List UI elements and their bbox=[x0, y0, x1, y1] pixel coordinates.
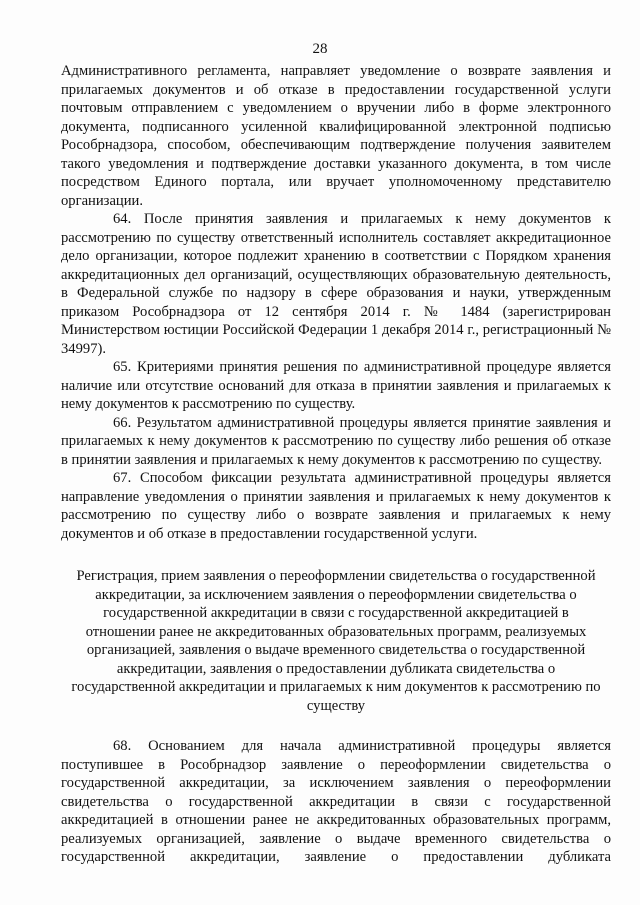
paragraph-continued: Административного регламента, направляет уведомление о возврате заявления и прилагаемых документов и об отказе в предоставлении государственной услуги почтовым отправлением с уведомлением о вручении либо в форме электронного документа, подписанного усиленной квалифицированной электронной подписью Рособрнадзора, способом, обеспечивающим подтверждение получения заявителем такого уведомления и подтверждение доставки указанного документа, в том числе посредством Единого портала, или вручает уполномоченному представителю организации. bbox=[61, 63, 611, 209]
paragraph-68: 68. Основанием для начала административной процедуры является поступившее в Рособрнадзор заявление о переоформлении свидетельства о государственной аккредитации, за исключением заявления о переоформлении свидетельства о государственной аккредитации в связи с государственной аккредитацией в отношении ранее не аккредитованных образовательных программ, реализуемых организацией, заявление о выдаче временного свидетельства о государственной аккредитации, заявление о предоставлении дубликата bbox=[61, 738, 611, 865]
document-body bbox=[61, 62, 611, 867]
paragraph-66: 66. Результатом административной процедуры является принятие заявления и прилагаемых к нему документов к рассмотрению по существу либо решения об отказе в принятии заявления и прилагаемых к нему документов к рассмотрению по существу. bbox=[61, 414, 611, 468]
section-heading: Регистрация, прием заявления о переоформлении свидетельства о государственной аккредитации, за исключением заявления о переоформлении свидетельства о государственной аккредитации в связи с государственной аккредитацией в отношении ранее не аккредитованных образовательных программ, реализуемых организацией, заявления о выдаче временного свидетельства о государственной аккредитации, заявления о предоставлении дубликата свидетельства о государственной аккредитации и прилагаемых к ним документов к рассмотрению по существу bbox=[71, 568, 601, 714]
paragraph-67: 67. Способом фиксации результата административной процедуры является направление уведомления о принятии заявления и прилагаемых к нему документов к рассмотрению по существу либо о возврате заявления и прилагаемых к нему документов и об отказе в предоставлении государственной услуги. bbox=[61, 470, 611, 542]
page-number: 28 bbox=[312, 41, 328, 57]
paragraph-65: 65. Критериями принятия решения по административной процедуре является наличие или отсутствие оснований для отказа в принятии заявления и прилагаемых к нему документов к рассмотрению по существу. bbox=[61, 359, 611, 412]
paragraph-64: 64. После принятия заявления и прилагаемых к нему документов к рассмотрению по существу ответственный исполнитель составляет аккредитационное дело организации, которое подлежит хранению в соответствии с Порядком хранения аккредитационных дел организаций, осуществляющих образовательную деятельность, в Федеральной службе по надзору в сфере образования и науки, утвержденным приказом Рособрнадзора от 12 сентября 2014 г. № 1484 (зарегистрирован Министерством юстиции Российской Федерации 1 декабря 2014 г., регистрационный № 34997). bbox=[61, 211, 611, 357]
